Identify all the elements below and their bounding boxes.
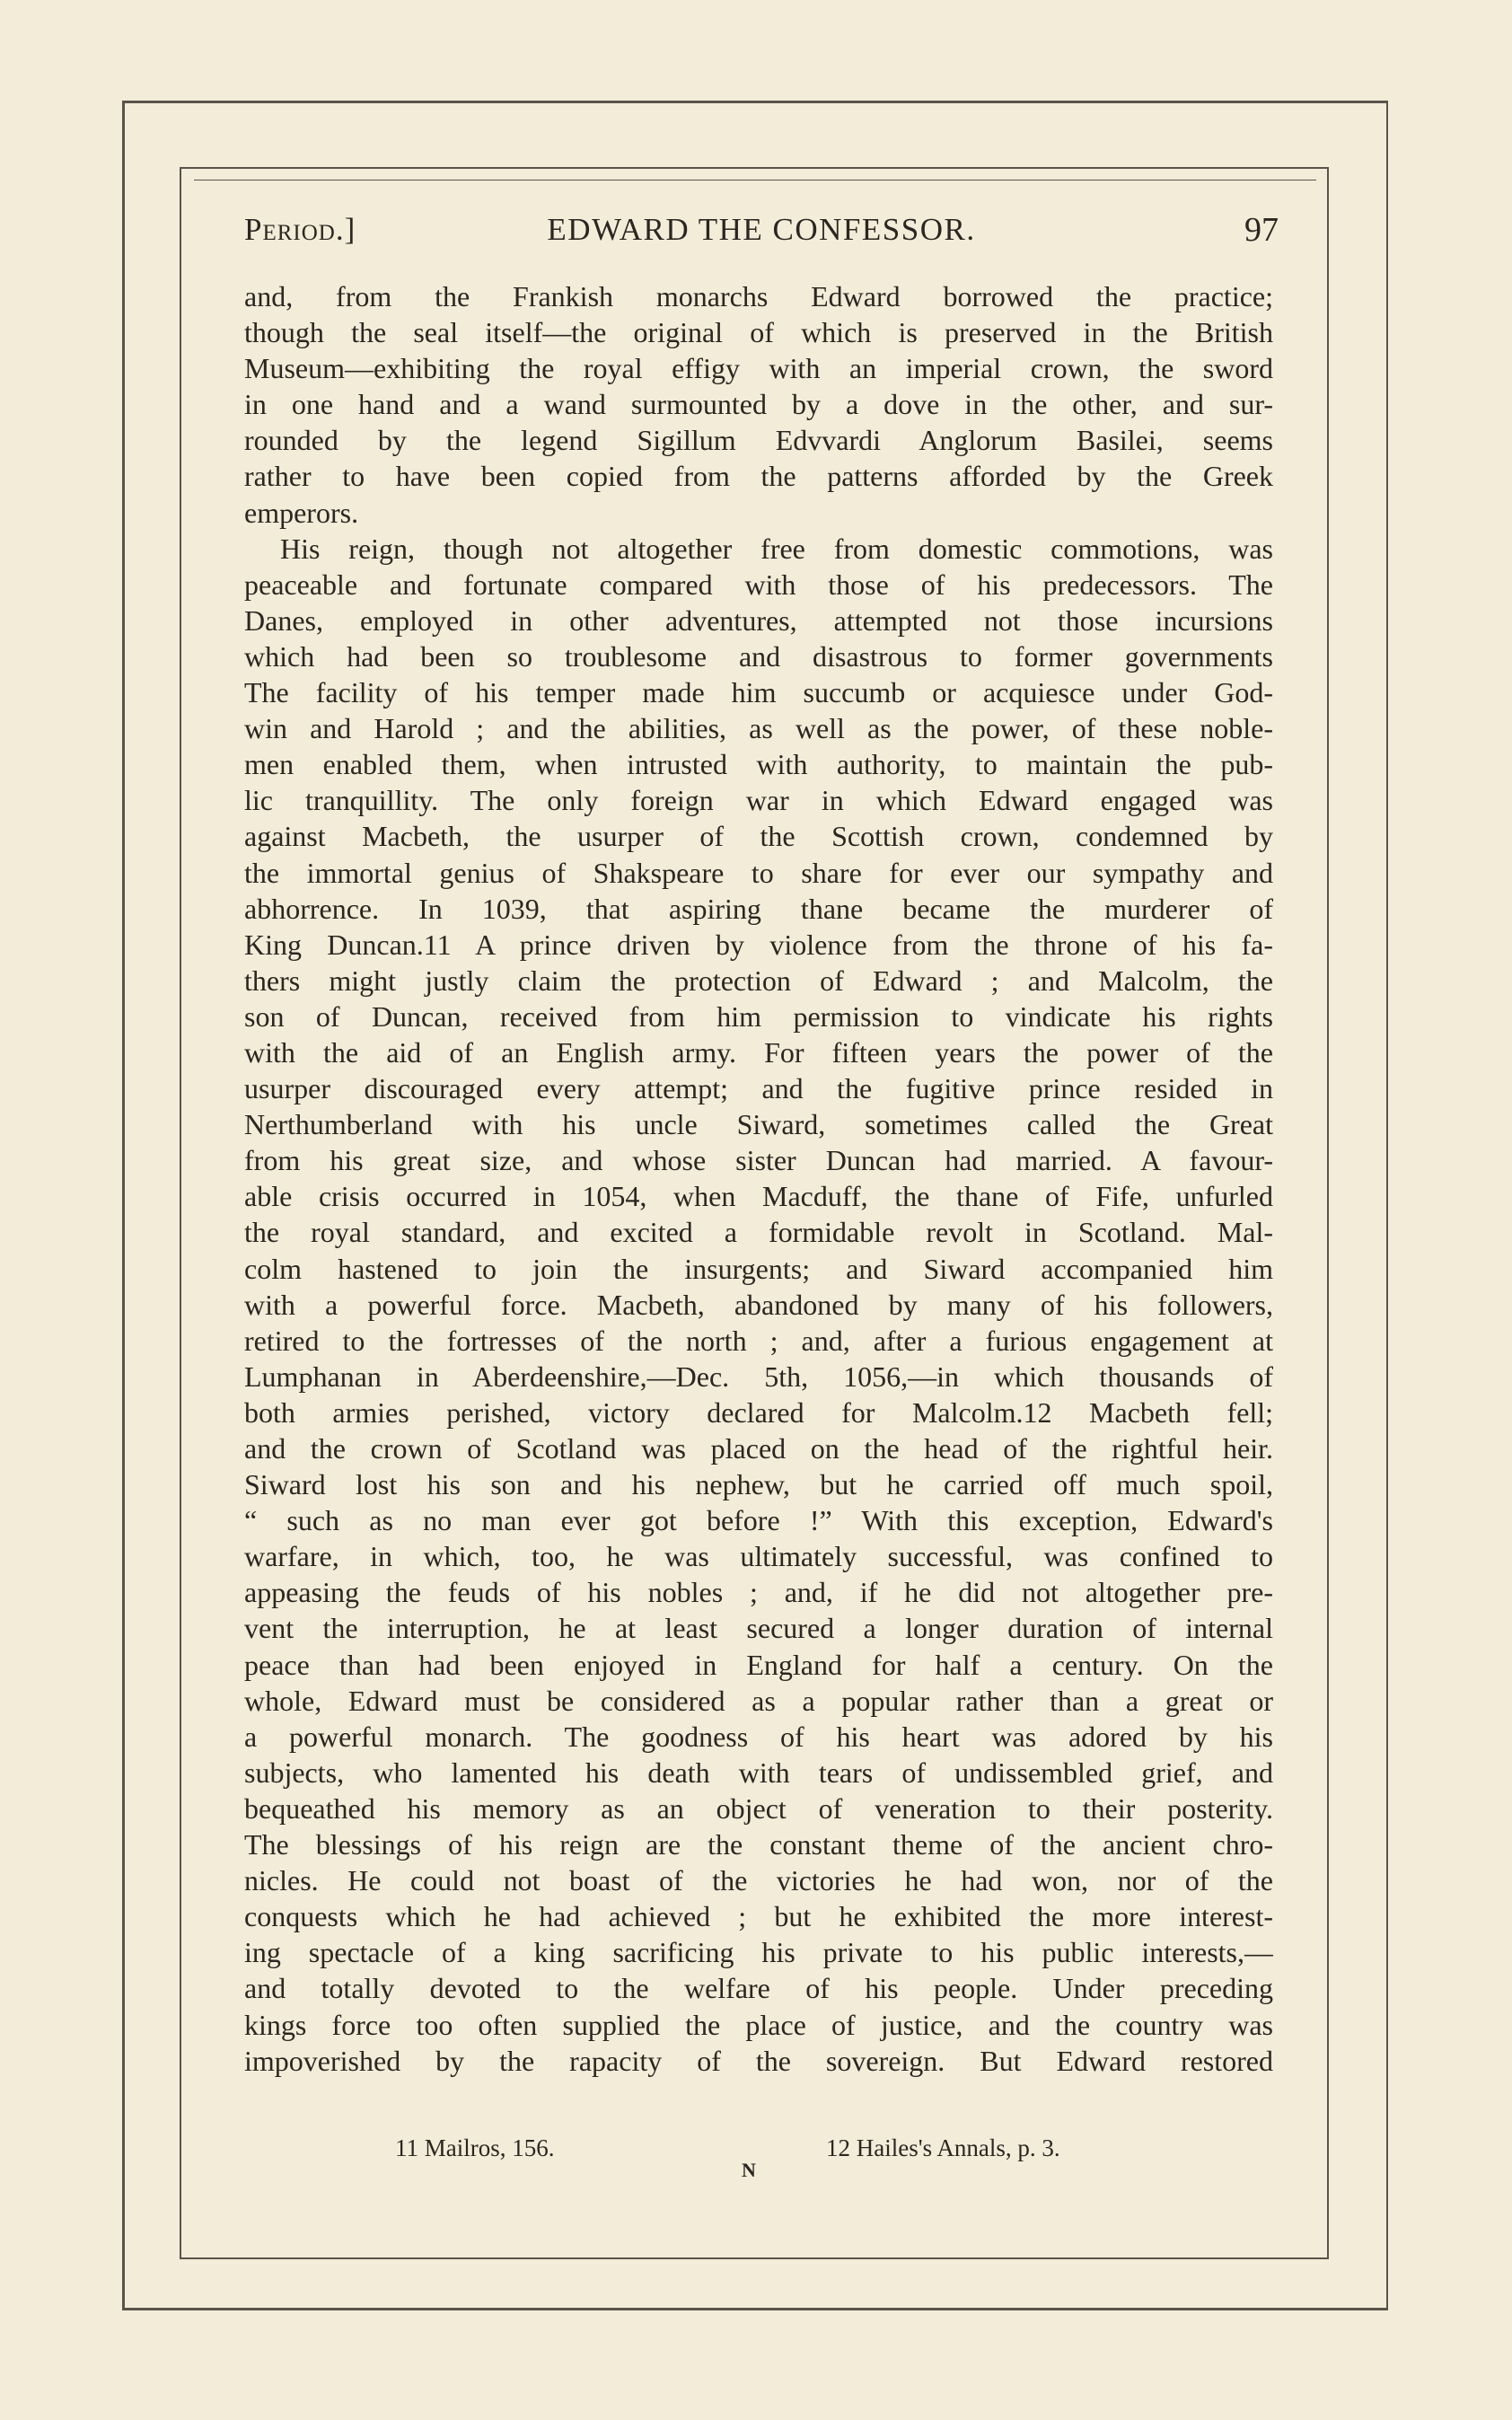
text-line: son of Duncan, received from him permission to vindicate his rights xyxy=(244,999,1273,1033)
text-line: appeasing the feuds of his nobles ; and, if he did not altogether pre- xyxy=(244,1576,1273,1609)
inner-frame-right xyxy=(1327,167,1329,2259)
text-line: whole, Edward must be considered as a popular rather than a great or xyxy=(244,1684,1273,1717)
footnotes xyxy=(395,2130,1158,2166)
text-line: Danes, employed in other adventures, attempted not those incursions xyxy=(244,603,1273,637)
text-line: win and Harold ; and the abilities, as well as the power, of these noble- xyxy=(244,712,1273,745)
inner-frame-left xyxy=(180,167,181,2259)
header-section: Period.] xyxy=(244,212,356,247)
signature-mark: N xyxy=(742,2159,756,2181)
text-line: the immortal genius of Shakspeare to share for ever our sympathy and xyxy=(244,856,1273,889)
text-line: the royal standard, and excited a formidable revolt in Scotland. Mal- xyxy=(244,1216,1273,1249)
text-line: impoverished by the rapacity of the sovereign. But Edward restored xyxy=(244,2044,1273,2077)
header-title: EDWARD THE CONFESSOR. xyxy=(547,212,976,247)
text-line: usurper discouraged every attempt; and the fugitive prince resided in xyxy=(244,1072,1273,1105)
text-line: abhorrence. In 1039, that aspiring thane became the murderer of xyxy=(244,892,1273,925)
text-line: subjects, who lamented his death with tears of undissembled grief, and xyxy=(244,1756,1273,1789)
text-line: kings force too often supplied the place of justice, and the country was xyxy=(244,2008,1273,2041)
outer-frame-top xyxy=(122,101,1388,103)
running-header xyxy=(244,208,1279,251)
text-line: and the crown of Scotland was placed on the head of the rightful heir. xyxy=(244,1432,1273,1465)
body-text xyxy=(244,278,1273,2079)
page-edge-right xyxy=(1386,101,1388,2310)
text-line: nicles. He could not boast of the victories he had won, nor of the xyxy=(244,1864,1273,1897)
text-line: rather to have been copied from the patterns afforded by the Greek xyxy=(244,460,1273,493)
text-line: Nerthumberland with his uncle Siward, sometimes called the Great xyxy=(244,1108,1273,1141)
text-line: with a powerful force. Macbeth, abandoned by many of his followers, xyxy=(244,1288,1273,1321)
text-line: retired to the fortresses of the north ; and, after a furious engagement at xyxy=(244,1324,1273,1357)
inner-frame-top xyxy=(180,167,1329,169)
text-line: The facility of his temper made him succumb or acquiesce under God- xyxy=(244,676,1273,709)
text-line: conquests which he had achieved ; but he exhibited the more interest- xyxy=(244,1900,1273,1933)
text-line: peaceable and fortunate compared with those of his predecessors. The xyxy=(244,568,1273,601)
text-line: Siward lost his son and his nephew, but he carried off much spoil, xyxy=(244,1468,1273,1501)
text-line: colm hastened to join the insurgents; and Siward accompanied him xyxy=(244,1252,1273,1285)
text-line: Lumphanan in Aberdeenshire,—Dec. 5th, 1056,—in which thousands of xyxy=(244,1360,1273,1393)
text-line: with the aid of an English army. For fifteen years the power of the xyxy=(244,1035,1273,1069)
text-line: and, from the Frankish monarchs Edward borrowed the practice; xyxy=(244,280,1273,312)
footnote-12: 12 Hailes's Annals, p. 3. xyxy=(826,2134,1060,2161)
text-line: both armies perished, victory declared for Malcolm.12 Macbeth fell; xyxy=(244,1395,1273,1429)
text-line: His reign, though not altogether free from domestic commotions, was xyxy=(280,532,1273,565)
text-line: warfare, in which, too, he was ultimately successful, was confined to xyxy=(244,1540,1273,1573)
text-line: able crisis occurred in 1054, when Macduff, the thane of Fife, unfurled xyxy=(244,1180,1273,1213)
page-number: 97 xyxy=(1244,211,1279,249)
inner-frame-bottom xyxy=(180,2257,1329,2259)
text-line: thers might justly claim the protection of Edward ; and Malcolm, the xyxy=(244,964,1273,997)
outer-frame-left xyxy=(122,101,125,2310)
text-line: men enabled them, when intrusted with authority, to maintain the pub- xyxy=(244,748,1273,781)
text-line: Museum—exhibiting the royal effigy with an imperial crown, the sword xyxy=(244,352,1273,385)
text-line: ing spectacle of a king sacrificing his private to his public interests,— xyxy=(244,1936,1273,1969)
text-line: King Duncan.11 A prince driven by violence from the throne of his fa- xyxy=(244,928,1273,961)
outer-frame-bottom xyxy=(122,2308,1388,2310)
text-line: bequeathed his memory as an object of veneration to their posterity. xyxy=(244,1791,1273,1825)
text-line: against Macbeth, the usurper of the Scottish crown, condemned by xyxy=(244,820,1273,853)
text-line: “ such as no man ever got before !” With this exception, Edward's xyxy=(244,1504,1273,1537)
text-line: peace than had been enjoyed in England for half a century. On the xyxy=(244,1648,1273,1681)
text-line: emperors. xyxy=(244,496,359,529)
text-line: though the seal itself—the original of which is preserved in the British xyxy=(244,316,1273,349)
text-line: in one hand and a wand surmounted by a dove in the other, and sur- xyxy=(244,388,1273,421)
text-line: vent the interruption, he at least secured a longer duration of internal xyxy=(244,1612,1273,1645)
text-line: and totally devoted to the welfare of his people. Under preceding xyxy=(244,1972,1273,2005)
footnote-11: 11 Mailros, 156. xyxy=(395,2134,555,2161)
text-line: which had been so troublesome and disastrous to former governments xyxy=(244,639,1273,673)
text-line: a powerful monarch. The goodness of his heart was adored by his xyxy=(244,1720,1273,1753)
text-line: from his great size, and whose sister Duncan had married. A favour- xyxy=(244,1144,1273,1177)
text-line: The blessings of his reign are the constant theme of the ancient chro- xyxy=(244,1828,1273,1861)
text-line: rounded by the legend Sigillum Edvvardi Anglorum Basilei, seems xyxy=(244,424,1273,457)
text-line: lic tranquillity. The only foreign war in which Edward engaged was xyxy=(244,784,1273,817)
